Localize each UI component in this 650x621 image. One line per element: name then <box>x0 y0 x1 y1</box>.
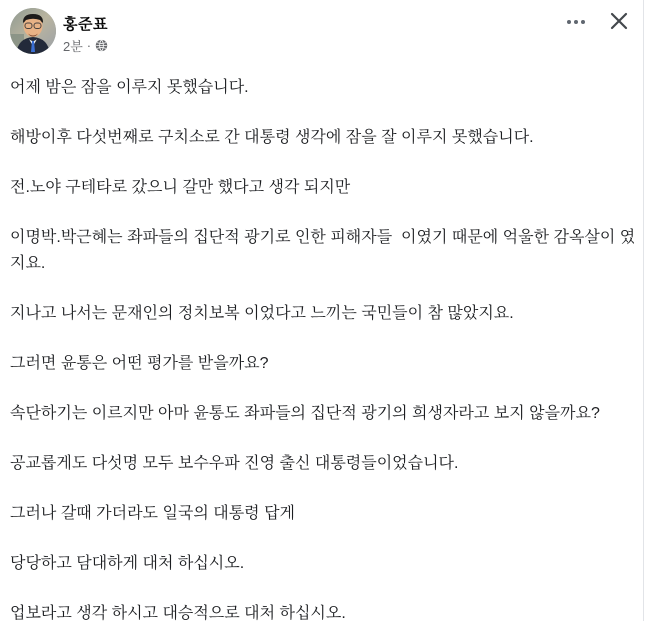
post-paragraph: 어제 밤은 잠을 이루지 못했습니다. <box>10 79 249 96</box>
close-button[interactable] <box>604 6 634 36</box>
post-paragraph: 지나고 나서는 문재인의 정치보복 이었다고 느끼는 국민들이 참 많았지요. <box>10 305 514 322</box>
post-paragraph: 이명박.박근혜는 좌파들의 집단적 광기로 인한 피해자들 이였기 때문에 억울한 감옥살이 였지요. <box>10 229 636 272</box>
author-name[interactable]: 홍준표 <box>63 16 108 33</box>
post-paragraph: 업보라고 생각 하시고 대승적으로 대처 하십시오. <box>10 605 346 621</box>
right-edge-divider <box>643 0 644 621</box>
post-body <box>0 62 650 621</box>
close-x-icon <box>608 10 630 32</box>
more-options-button[interactable] <box>562 12 590 32</box>
post-paragraph: 해방이후 다섯번째로 구치소로 간 대통령 생각에 잠을 잘 이루지 못했습니다. <box>10 129 534 146</box>
avatar-image <box>10 8 56 54</box>
globe-public-icon <box>95 39 108 52</box>
post-paragraph: 그러면 윤통은 어떤 평가를 받을까요? <box>10 355 269 372</box>
post-paragraph: 그러나 갈때 가더라도 일국의 대통령 답게 <box>10 505 295 522</box>
meta-separator: · <box>86 38 92 53</box>
post-paragraph: 전.노야 구테타로 갔으니 갈만 했다고 생각 되지만 <box>10 179 351 196</box>
avatar[interactable] <box>10 8 56 54</box>
post-paragraph: 공교롭게도 다섯명 모두 보수우파 진영 출신 대통령들이었습니다. <box>10 455 459 472</box>
post-header <box>0 0 650 62</box>
post-meta <box>63 36 108 55</box>
post-paragraph: 당당하고 담대하게 대처 하십시오. <box>10 555 245 572</box>
post-paragraph: 속단하기는 이르지만 아마 윤통도 좌파들의 집단적 광기의 희생자라고 보지 않을까요? <box>10 405 600 422</box>
timestamp[interactable]: 2분 <box>63 39 83 54</box>
ellipsis-icon <box>567 20 571 24</box>
